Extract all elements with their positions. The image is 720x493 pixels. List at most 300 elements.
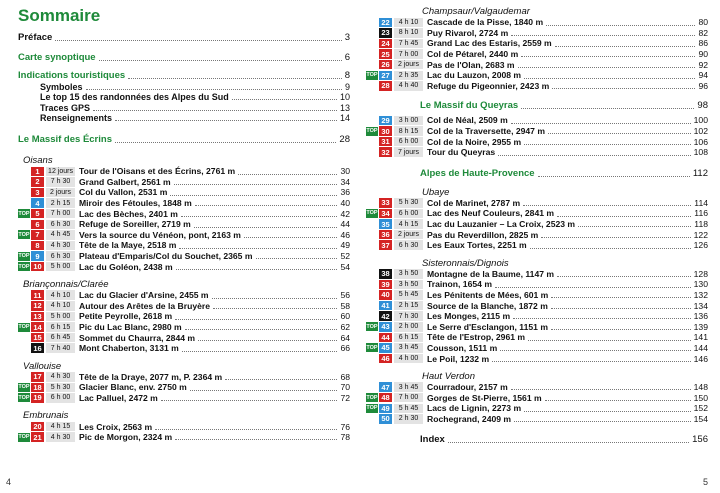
route-name: Tour du Queyras	[427, 147, 496, 158]
toc-entry-index[interactable]	[366, 434, 708, 445]
route-duration: 6 h 15	[46, 322, 75, 332]
route-entry[interactable]	[366, 300, 708, 311]
route-entry[interactable]	[366, 38, 708, 49]
route-entry[interactable]	[18, 301, 350, 312]
route-entry[interactable]	[366, 59, 708, 70]
route-name: Cousson, 1511 m	[427, 342, 498, 353]
route-entry[interactable]	[18, 311, 350, 322]
route-duration: 7 h 00	[46, 209, 75, 219]
route-page: 62	[340, 322, 350, 333]
route-duration: 4 h 45	[46, 230, 75, 240]
route-duration: 4 h 10	[394, 18, 423, 28]
toc-label: Alpes de Haute-Provence	[420, 167, 535, 179]
route-entry[interactable]	[18, 177, 350, 188]
route-page: 128	[693, 268, 708, 279]
route-entry[interactable]	[366, 208, 708, 219]
route-number: 12	[31, 301, 44, 311]
route-number: 49	[379, 404, 392, 414]
route-duration: 3 h 50	[394, 269, 423, 279]
route-duration: 6 h 30	[46, 251, 75, 261]
route-name: Grand Galbert, 2561 m	[79, 176, 171, 187]
route-duration: 6 h 30	[46, 220, 75, 230]
route-page: 60	[340, 311, 350, 322]
top-badge-placeholder	[18, 344, 30, 353]
route-page: 46	[340, 229, 350, 240]
toc-label: Symboles	[40, 81, 83, 92]
route-name: Pic de Morgon, 2324 m	[79, 432, 173, 443]
route-entry[interactable]	[366, 17, 708, 28]
route-entry[interactable]	[366, 279, 708, 290]
leader-dots	[551, 329, 691, 330]
top-badge-placeholder	[18, 177, 30, 186]
route-name: Col de Pétarel, 2440 m	[427, 49, 519, 60]
route-number: 22	[379, 18, 392, 28]
route-name: Tête de l'Estrop, 2961 m	[427, 332, 526, 343]
route-page: 114	[694, 197, 708, 208]
top-badge: TOP	[366, 405, 378, 412]
leader-dots	[182, 351, 338, 352]
route-number: 37	[379, 240, 392, 250]
route-number: 26	[379, 60, 392, 70]
route-duration: 7 h 30	[394, 311, 423, 321]
route-page: 72	[340, 392, 350, 403]
route-entry[interactable]	[366, 49, 708, 60]
route-name: Lac des Neuf Couleurs, 2841 m	[427, 208, 555, 219]
route-duration: 7 h 40	[46, 343, 75, 353]
route-number: 30	[379, 126, 392, 136]
toc-entry-ecrins[interactable]	[18, 134, 350, 145]
route-entry[interactable]	[366, 28, 708, 39]
route-entry[interactable]	[18, 322, 350, 333]
route-entry[interactable]	[18, 251, 350, 262]
route-page: 141	[693, 332, 708, 343]
route-entry[interactable]	[18, 290, 350, 301]
route-name: Le Poil, 1232 m	[427, 353, 490, 364]
route-entry[interactable]	[366, 198, 708, 209]
route-name: Plateau d'Emparis/Col du Souchet, 2365 m	[79, 251, 253, 262]
leader-dots	[194, 227, 338, 228]
toc-entry-indications[interactable]	[18, 70, 350, 81]
top-badge-placeholder	[18, 372, 30, 381]
route-number: 48	[379, 393, 392, 403]
top-badge: TOP	[18, 253, 30, 260]
top-badge-placeholder	[366, 28, 378, 37]
route-name: Mont Chaberton, 3131 m	[79, 343, 179, 354]
route-entry[interactable]	[366, 219, 708, 230]
route-list-vallouise	[18, 372, 350, 404]
route-list-embrunais	[18, 421, 350, 442]
route-name: Lac Palluel, 2472 m	[79, 392, 158, 403]
leader-dots	[225, 379, 337, 380]
route-number: 34	[379, 209, 392, 219]
route-number: 25	[379, 49, 392, 59]
route-number: 7	[31, 230, 44, 240]
route-entry[interactable]	[366, 290, 708, 301]
top-badge-placeholder	[18, 301, 30, 310]
route-entry[interactable]	[366, 70, 708, 81]
route-duration: 6 h 00	[394, 209, 423, 219]
toc-page: 9	[344, 81, 350, 92]
route-number: 2	[31, 177, 44, 187]
leader-dots	[511, 35, 695, 36]
route-duration: 2 jours	[46, 188, 75, 198]
route-page: 86	[698, 38, 708, 49]
route-page: 154	[693, 413, 708, 424]
route-number: 14	[31, 322, 44, 332]
route-number: 21	[31, 432, 44, 442]
leader-dots	[518, 67, 696, 68]
route-name: Refuge de Soreiller, 2719 m	[79, 219, 191, 230]
region-heading-haut-verdon: Haut Verdon	[422, 370, 475, 382]
route-entry[interactable]	[18, 240, 350, 251]
leader-dots	[175, 439, 337, 440]
route-entry[interactable]	[366, 240, 708, 251]
route-entry[interactable]	[366, 229, 708, 240]
top-badge-placeholder	[366, 116, 378, 125]
route-duration: 6 h 30	[394, 240, 423, 250]
route-name: Les Monges, 2115 m	[427, 311, 511, 322]
route-duration: 6 h 45	[46, 333, 75, 343]
leader-dots	[524, 411, 691, 412]
route-entry[interactable]	[366, 414, 708, 425]
route-page: 40	[340, 198, 350, 209]
route-name: Puy Rivarol, 2724 m	[427, 27, 509, 38]
route-duration: 2 h 30	[394, 414, 423, 424]
route-entry[interactable]	[18, 432, 350, 443]
top-badge: TOP	[18, 263, 30, 270]
route-number: 4	[31, 198, 44, 208]
toc-page: 112	[692, 167, 708, 179]
route-entry[interactable]	[366, 343, 708, 354]
route-number: 10	[31, 262, 44, 272]
leader-dots	[181, 216, 338, 217]
route-entry[interactable]	[366, 353, 708, 364]
toc-page: 10	[339, 92, 350, 102]
top-badge-placeholder	[18, 167, 30, 176]
route-duration: 3 h 50	[394, 280, 423, 290]
leader-dots	[86, 89, 342, 90]
right-page	[360, 0, 720, 493]
toc-entry-haute-provence[interactable]	[366, 168, 708, 179]
leader-dots	[93, 110, 337, 111]
toc-subentry[interactable]	[18, 113, 350, 124]
toc-page: 8	[344, 70, 350, 81]
route-name: Gorges de St-Pierre, 1561 m	[427, 392, 542, 403]
route-name: Autour des Arêtes de la Bruyère	[79, 300, 211, 311]
route-entry[interactable]	[18, 332, 350, 343]
route-duration: 5 h 00	[46, 312, 75, 322]
top-badge-placeholder	[18, 333, 30, 342]
route-name: Les Croix, 2563 m	[79, 421, 153, 432]
top-badge-placeholder	[366, 290, 378, 299]
toc-subentry[interactable]	[18, 102, 350, 113]
route-name: Les Pénitents de Mées, 601 m	[427, 289, 549, 300]
top-badge: TOP	[366, 323, 378, 330]
route-entry[interactable]	[18, 372, 350, 383]
route-entry[interactable]	[366, 311, 708, 322]
toc-subentry[interactable]	[18, 92, 350, 103]
route-duration: 2 h 35	[394, 71, 423, 81]
route-page: 139	[693, 321, 708, 332]
route-entry[interactable]	[18, 187, 350, 198]
top-badge-placeholder	[366, 280, 378, 289]
leader-dots	[174, 184, 338, 185]
route-number: 8	[31, 241, 44, 251]
route-page: 150	[693, 392, 708, 403]
leader-dots	[552, 88, 695, 89]
route-entry[interactable]	[18, 261, 350, 272]
route-name: Rochegrand, 2409 m	[427, 413, 512, 424]
route-number: 15	[31, 333, 44, 343]
route-name: Grand Lac des Estaris, 2559 m	[427, 38, 552, 49]
region-heading-champsaur: Champsaur/Valgaudemar	[422, 6, 530, 17]
route-entry[interactable]	[18, 219, 350, 230]
leader-dots	[514, 421, 691, 422]
route-entry[interactable]	[366, 136, 708, 147]
route-entry[interactable]	[366, 147, 708, 158]
leader-dots	[195, 205, 338, 206]
route-number: 42	[379, 311, 392, 321]
route-entry[interactable]	[366, 382, 708, 393]
leader-dots	[541, 237, 690, 238]
toc-label: Le Massif des Écrins	[18, 134, 112, 145]
route-page: 122	[693, 229, 708, 240]
route-number: 28	[379, 81, 392, 91]
route-entry[interactable]	[18, 393, 350, 404]
route-number: 36	[379, 230, 392, 240]
leader-dots	[212, 298, 338, 299]
leader-dots	[448, 442, 689, 443]
top-badge: TOP	[366, 128, 378, 135]
top-badge: TOP	[18, 394, 30, 401]
leader-dots	[185, 329, 338, 330]
route-entry[interactable]	[366, 115, 708, 126]
route-duration: 4 h 10	[46, 301, 75, 311]
route-duration: 6 h 15	[394, 333, 423, 343]
leader-dots	[115, 142, 336, 143]
route-entry[interactable]	[18, 166, 350, 177]
route-number: 5	[31, 209, 44, 219]
route-entry[interactable]	[18, 230, 350, 241]
route-number: 20	[31, 422, 44, 432]
toc-subentries	[18, 81, 350, 123]
top-badge-placeholder	[18, 312, 30, 321]
route-number: 40	[379, 290, 392, 300]
route-entry[interactable]	[366, 332, 708, 343]
route-entry[interactable]	[366, 269, 708, 280]
top-badge: TOP	[18, 324, 30, 331]
leader-dots	[176, 269, 338, 270]
route-number: 32	[379, 147, 392, 157]
route-name: Vers la source du Vénéon, pont, 2163 m	[79, 229, 241, 240]
leader-dots	[55, 40, 341, 41]
route-list-haut-verdon	[366, 382, 708, 424]
route-duration: 7 jours	[394, 147, 423, 157]
leader-dots	[190, 390, 338, 391]
toc-subentry[interactable]	[18, 81, 350, 92]
route-number: 39	[379, 280, 392, 290]
leader-dots	[557, 276, 691, 277]
route-name: Petite Peyrolle, 2618 m	[79, 311, 173, 322]
leader-dots	[99, 60, 342, 61]
route-duration: 5 h 45	[394, 290, 423, 300]
route-number: 50	[379, 414, 392, 424]
route-page: 94	[698, 70, 708, 81]
route-number: 17	[31, 372, 44, 382]
leader-dots	[521, 108, 694, 109]
route-number: 29	[379, 116, 392, 126]
top-badge-placeholder	[366, 301, 378, 310]
route-page: 56	[340, 290, 350, 301]
route-name: Lac du Goléon, 2438 m	[79, 261, 173, 272]
toc-page: 3	[344, 32, 350, 43]
top-badge: TOP	[18, 210, 30, 217]
route-duration: 4 h 40	[394, 81, 423, 91]
toc-label: Renseignements	[40, 113, 113, 123]
region-heading-embrunais: Embrunais	[23, 410, 69, 422]
route-list-queyras	[366, 115, 708, 157]
route-duration: 4 h 15	[46, 422, 75, 432]
top-badge-placeholder	[366, 241, 378, 250]
leader-dots	[170, 195, 337, 196]
route-list-brianconnais	[18, 290, 350, 354]
route-duration: 4 h 15	[394, 219, 423, 229]
route-name: Tour de l'Oisans et des Écrins, 2761 m	[79, 166, 236, 177]
route-duration: 6 h 00	[46, 393, 75, 403]
route-page: 76	[340, 421, 350, 432]
leader-dots	[545, 400, 691, 401]
leader-dots	[115, 120, 337, 121]
route-entry[interactable]	[18, 421, 350, 432]
route-number: 35	[379, 219, 392, 229]
region-heading-brianconnais: Briançonnais/Clarée	[23, 278, 109, 290]
route-number: 3	[31, 188, 44, 198]
route-entry[interactable]	[366, 321, 708, 332]
route-page: 66	[340, 343, 350, 354]
route-page: 52	[340, 251, 350, 262]
top-badge-placeholder	[366, 333, 378, 342]
top-badge-placeholder	[366, 60, 378, 69]
route-duration: 2 jours	[394, 230, 423, 240]
toc-label: Index	[420, 434, 445, 446]
route-number: 47	[379, 382, 392, 392]
route-entry[interactable]	[18, 198, 350, 209]
route-number: 13	[31, 312, 44, 322]
route-page: 80	[698, 17, 708, 28]
route-entry[interactable]	[366, 126, 708, 137]
top-badge-placeholder	[366, 414, 378, 423]
route-entry[interactable]	[366, 81, 708, 92]
leader-dots	[557, 216, 691, 217]
route-page: 118	[694, 219, 708, 230]
route-duration: 12 jours	[46, 167, 75, 177]
leader-dots	[256, 258, 338, 259]
route-page: 54	[340, 261, 350, 272]
leader-dots	[495, 287, 691, 288]
route-duration: 4 h 30	[46, 432, 75, 442]
toc-label: Préface	[18, 32, 53, 43]
route-entry[interactable]	[18, 343, 350, 354]
leader-dots	[524, 78, 695, 79]
leader-dots	[546, 25, 695, 26]
route-number: 43	[379, 322, 392, 332]
top-badge: TOP	[366, 344, 378, 351]
leader-dots	[232, 99, 337, 100]
route-duration: 4 h 30	[46, 241, 75, 251]
route-name: Pas du Reverdillon, 2825 m	[427, 229, 539, 240]
leader-dots	[498, 155, 691, 156]
route-page: 70	[340, 382, 350, 393]
route-page: 42	[340, 208, 350, 219]
leader-dots	[213, 308, 337, 309]
route-entry[interactable]	[18, 208, 350, 219]
top-badge-placeholder	[366, 148, 378, 157]
toc-page: 6	[344, 52, 350, 63]
toc-page: 98	[697, 100, 708, 112]
toc-entry-carte[interactable]	[18, 52, 350, 63]
leader-dots	[492, 361, 691, 362]
route-list-sisteronnais	[366, 269, 708, 364]
leader-dots	[513, 318, 691, 319]
route-name: Lac des Bèches, 2401 m	[79, 208, 178, 219]
toc-label: Le Massif du Queyras	[420, 100, 519, 112]
leader-dots	[238, 174, 337, 175]
toc-page: 156	[692, 434, 708, 446]
route-page: 64	[340, 332, 350, 343]
toc-entry-preface[interactable]	[18, 32, 350, 43]
leader-dots	[511, 123, 691, 124]
top-badge-placeholder	[18, 220, 30, 229]
leader-dots	[528, 340, 691, 341]
route-name: Miroir des Fétoules, 1848 m	[79, 198, 192, 209]
route-page: 102	[693, 126, 708, 137]
route-duration: 5 h 30	[394, 198, 423, 208]
leader-dots	[551, 297, 690, 298]
top-badge-placeholder	[366, 81, 378, 90]
route-name: Les Eaux Tortes, 2251 m	[427, 240, 527, 251]
route-duration: 4 h 10	[46, 290, 75, 300]
route-name: Le Serre d'Esclangon, 1151 m	[427, 321, 548, 332]
top-badge-placeholder	[366, 39, 378, 48]
route-number: 31	[379, 137, 392, 147]
leader-dots	[161, 400, 338, 401]
route-page: 144	[693, 342, 708, 353]
route-entry[interactable]	[366, 392, 708, 403]
route-number: 38	[379, 269, 392, 279]
route-entry[interactable]	[18, 382, 350, 393]
route-duration: 8 h 10	[394, 28, 423, 38]
route-number: 41	[379, 301, 392, 311]
route-page: 92	[698, 59, 708, 70]
toc-entry-queyras[interactable]	[366, 100, 708, 111]
top-badge: TOP	[366, 210, 378, 217]
leader-dots	[128, 78, 342, 79]
route-page: 146	[693, 353, 708, 364]
route-duration: 3 h 45	[394, 343, 423, 353]
route-page: 108	[693, 147, 708, 158]
route-name: Col de Marinet, 2787 m	[427, 197, 521, 208]
leader-dots	[179, 248, 337, 249]
route-page: 68	[340, 371, 350, 382]
toc-page: 28	[339, 134, 350, 145]
top-badge-placeholder	[366, 18, 378, 27]
route-duration: 7 h 00	[394, 49, 423, 59]
leader-dots	[530, 248, 691, 249]
leader-dots	[198, 340, 337, 341]
route-entry[interactable]	[366, 403, 708, 414]
leader-dots	[175, 319, 337, 320]
route-name: Lac du Lauzon, 2008 m	[427, 70, 522, 81]
